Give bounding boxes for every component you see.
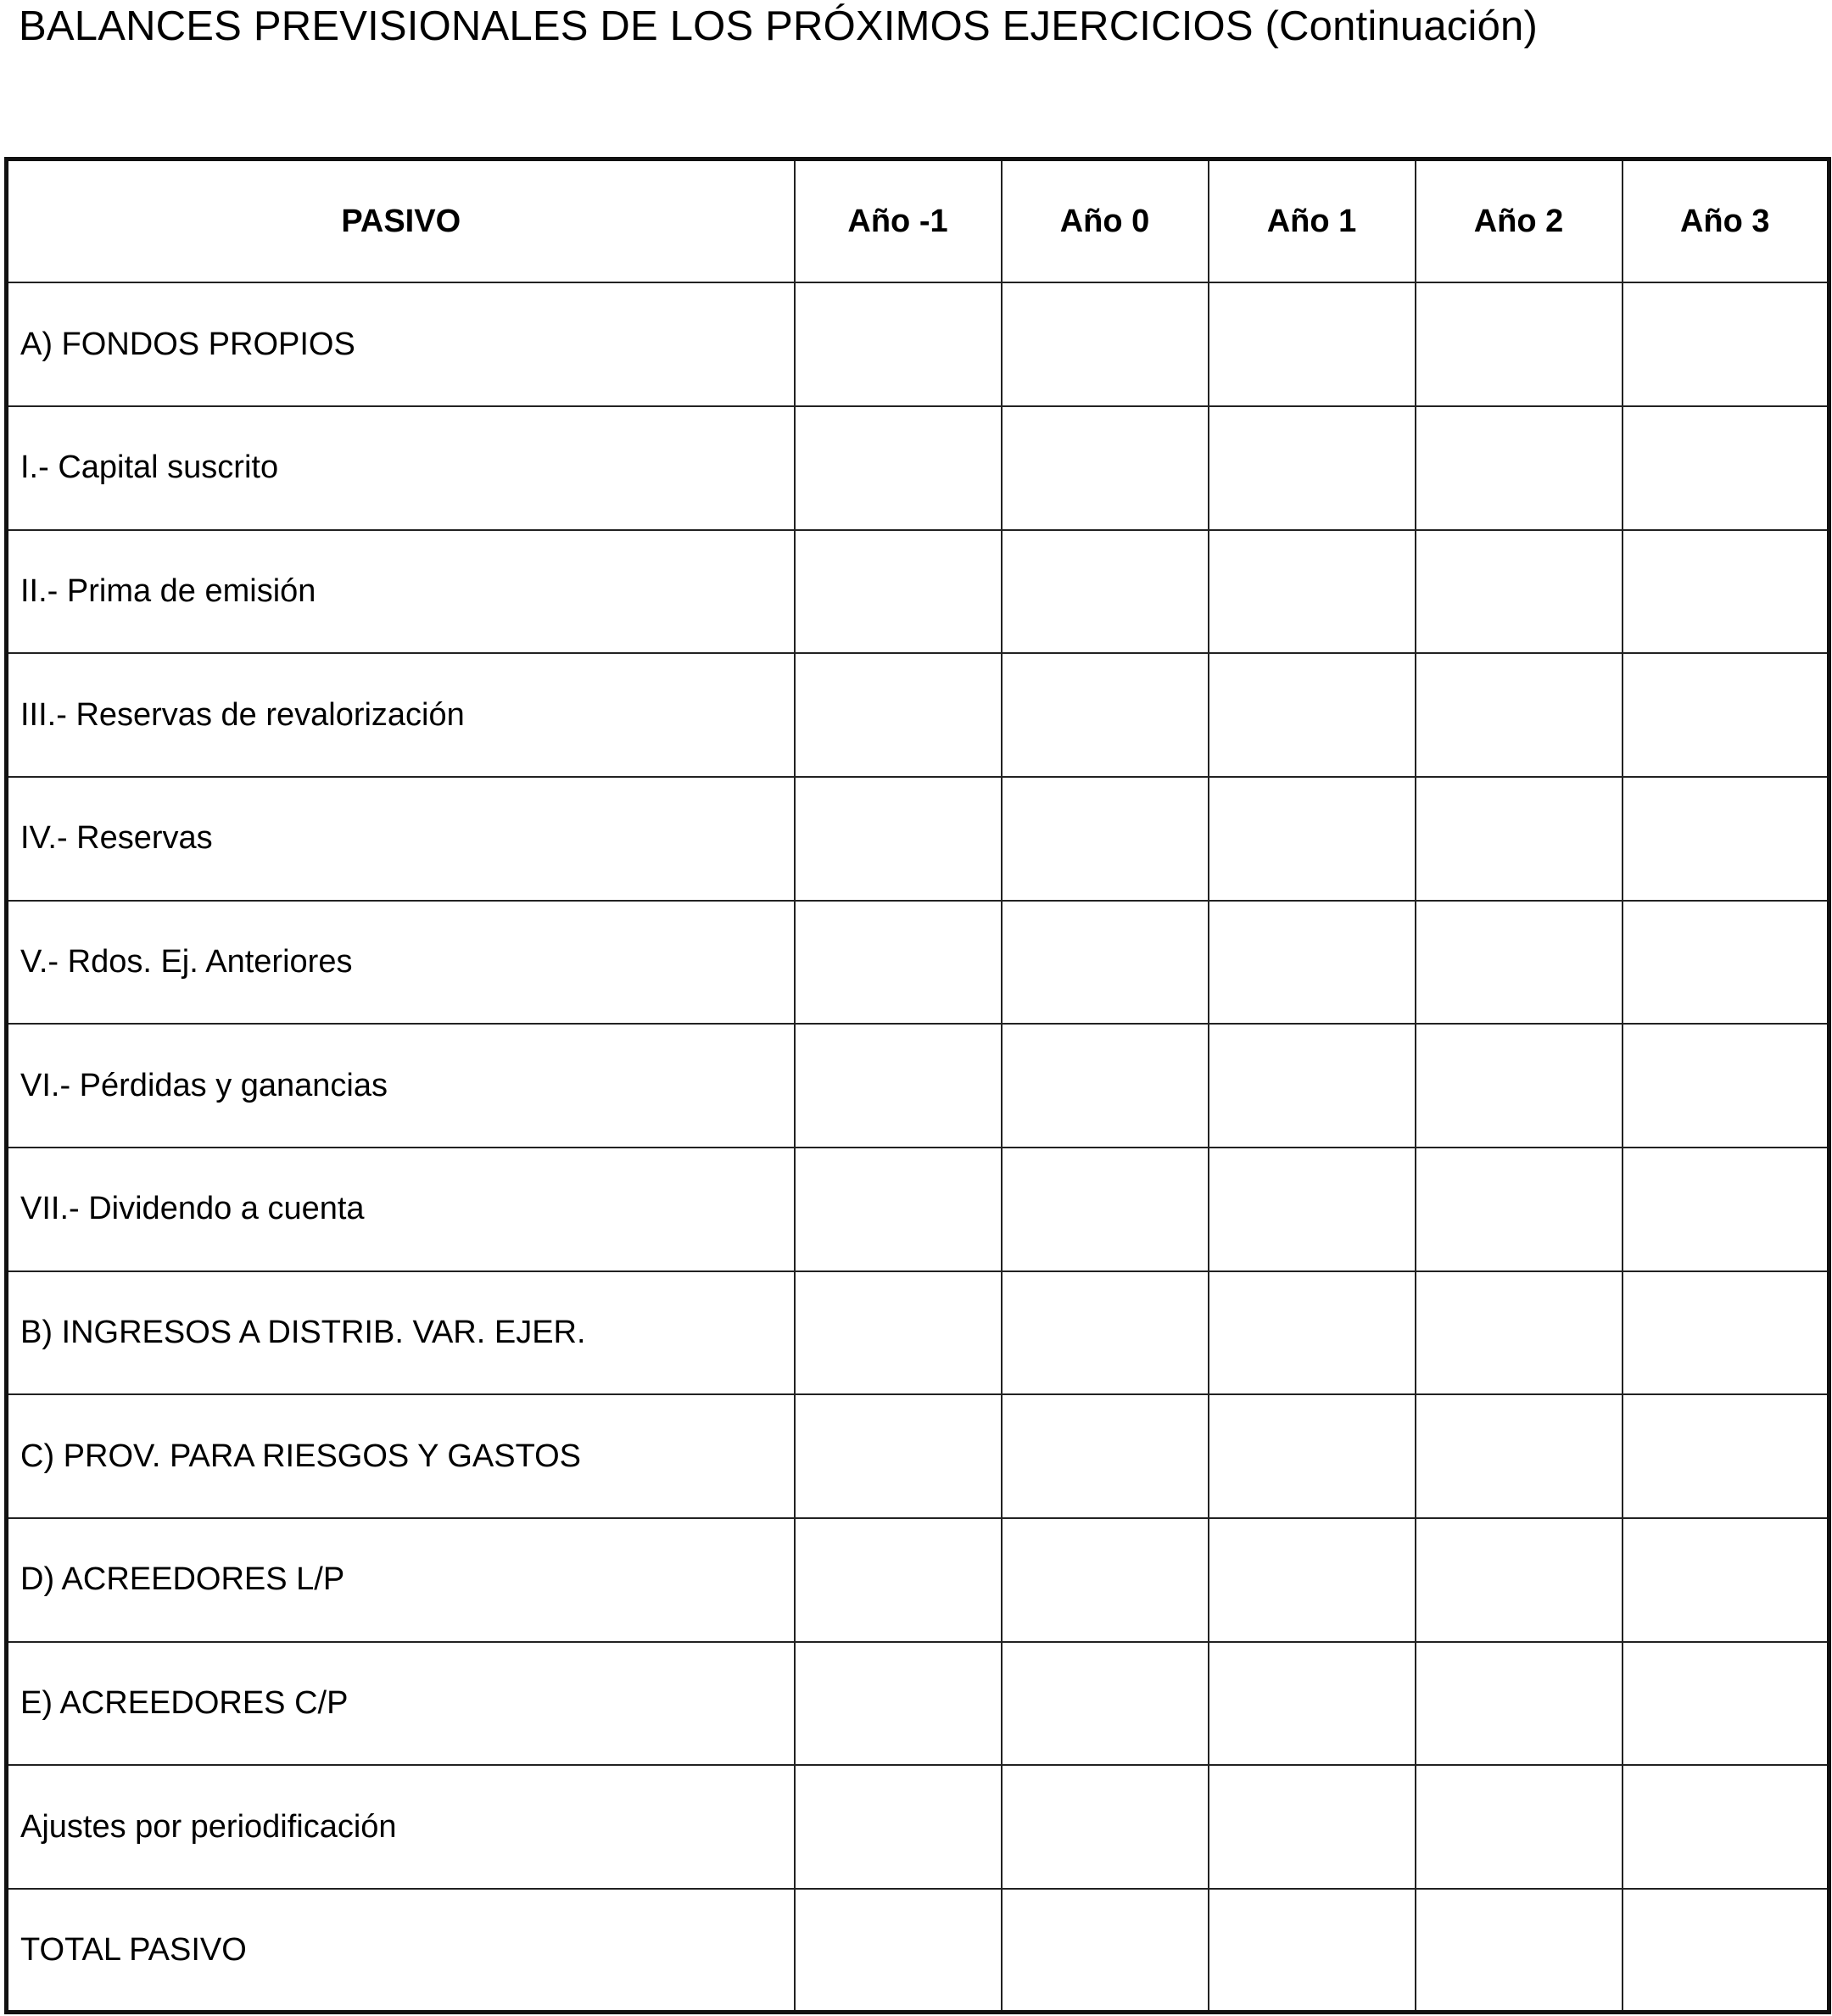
row-label: V.- Rdos. Ej. Anteriores (7, 901, 795, 1025)
row-label: D) ACREEDORES L/P (7, 1518, 795, 1642)
table-row (7, 282, 1829, 406)
table-row (7, 530, 1829, 654)
row-label: A) FONDOS PROPIOS (7, 282, 795, 406)
value-cell (1002, 1765, 1209, 1889)
table-row (7, 1765, 1829, 1889)
value-cell (1002, 1518, 1209, 1642)
value-cell (1209, 777, 1416, 901)
value-cell (1416, 530, 1623, 654)
value-cell (1623, 1024, 1829, 1148)
value-cell (1416, 777, 1623, 901)
value-cell (795, 530, 1002, 654)
header-pasivo: PASIVO (7, 159, 795, 283)
page-title: BALANCES PREVISIONALES DE LOS PRÓXIMOS EJERCICIOS (Continuación) (19, 3, 1538, 49)
value-cell (1209, 1518, 1416, 1642)
value-cell (1002, 1024, 1209, 1148)
row-label: II.- Prima de emisión (7, 530, 795, 654)
row-label: VII.- Dividendo a cuenta (7, 1148, 795, 1271)
value-cell (1416, 1271, 1623, 1395)
value-cell (1623, 530, 1829, 654)
row-label: III.- Reservas de revalorización (7, 653, 795, 777)
value-cell (795, 1765, 1002, 1889)
value-cell (1623, 1518, 1829, 1642)
table-row (7, 1148, 1829, 1271)
value-cell (1002, 1889, 1209, 2013)
value-cell (1623, 1642, 1829, 1766)
value-cell (1416, 1765, 1623, 1889)
value-cell (1209, 1394, 1416, 1518)
value-cell (795, 282, 1002, 406)
row-label: Ajustes por periodificación (7, 1765, 795, 1889)
value-cell (795, 1642, 1002, 1766)
value-cell (795, 1024, 1002, 1148)
table-header-row (7, 159, 1829, 283)
row-label: E) ACREEDORES C/P (7, 1642, 795, 1766)
table-row (7, 653, 1829, 777)
table-row (7, 901, 1829, 1025)
header-year: Año 1 (1209, 159, 1416, 283)
value-cell (1002, 406, 1209, 530)
value-cell (1623, 1765, 1829, 1889)
value-cell (1002, 653, 1209, 777)
value-cell (1002, 1148, 1209, 1271)
value-cell (1002, 1642, 1209, 1766)
value-cell (1209, 282, 1416, 406)
value-cell (1002, 282, 1209, 406)
value-cell (1623, 653, 1829, 777)
row-label: VI.- Pérdidas y ganancias (7, 1024, 795, 1148)
table-row (7, 1394, 1829, 1518)
table-row (7, 406, 1829, 530)
value-cell (1209, 1148, 1416, 1271)
table-row (7, 1518, 1829, 1642)
value-cell (1209, 406, 1416, 530)
value-cell (1416, 1642, 1623, 1766)
header-year: Año 0 (1002, 159, 1209, 283)
value-cell (795, 1148, 1002, 1271)
table-row (7, 1024, 1829, 1148)
value-cell (1416, 901, 1623, 1025)
value-cell (1623, 1889, 1829, 2013)
value-cell (1002, 530, 1209, 654)
value-cell (795, 653, 1002, 777)
table-row (7, 1271, 1829, 1395)
table-body (7, 282, 1829, 2013)
value-cell (1416, 653, 1623, 777)
value-cell (1002, 1394, 1209, 1518)
value-cell (1416, 1889, 1623, 2013)
table-row (7, 1889, 1829, 2013)
value-cell (1623, 1394, 1829, 1518)
header-year: Año -1 (795, 159, 1002, 283)
value-cell (1209, 901, 1416, 1025)
value-cell (795, 777, 1002, 901)
value-cell (1416, 282, 1623, 406)
value-cell (1002, 777, 1209, 901)
value-cell (1623, 1148, 1829, 1271)
value-cell (1209, 1271, 1416, 1395)
table-row (7, 777, 1829, 901)
value-cell (1002, 901, 1209, 1025)
table-row (7, 1642, 1829, 1766)
value-cell (1416, 406, 1623, 530)
header-year: Año 3 (1623, 159, 1829, 283)
value-cell (1623, 282, 1829, 406)
value-cell (1209, 1024, 1416, 1148)
value-cell (1416, 1518, 1623, 1642)
value-cell (795, 406, 1002, 530)
value-cell (1623, 777, 1829, 901)
row-label: IV.- Reservas (7, 777, 795, 901)
value-cell (1623, 406, 1829, 530)
value-cell (1209, 1642, 1416, 1766)
row-label: TOTAL PASIVO (7, 1889, 795, 2013)
value-cell (1416, 1394, 1623, 1518)
row-label: B) INGRESOS A DISTRIB. VAR. EJER. (7, 1271, 795, 1395)
value-cell (1209, 653, 1416, 777)
row-label: C) PROV. PARA RIESGOS Y GASTOS (7, 1394, 795, 1518)
value-cell (1209, 1765, 1416, 1889)
value-cell (1623, 901, 1829, 1025)
value-cell (795, 1889, 1002, 2013)
value-cell (1209, 530, 1416, 654)
value-cell (1623, 1271, 1829, 1395)
value-cell (1002, 1271, 1209, 1395)
header-year: Año 2 (1416, 159, 1623, 283)
value-cell (795, 1518, 1002, 1642)
value-cell (1416, 1024, 1623, 1148)
value-cell (795, 901, 1002, 1025)
balance-table (4, 157, 1831, 2014)
value-cell (1416, 1148, 1623, 1271)
value-cell (795, 1394, 1002, 1518)
value-cell (1209, 1889, 1416, 2013)
row-label: I.- Capital suscrito (7, 406, 795, 530)
value-cell (795, 1271, 1002, 1395)
